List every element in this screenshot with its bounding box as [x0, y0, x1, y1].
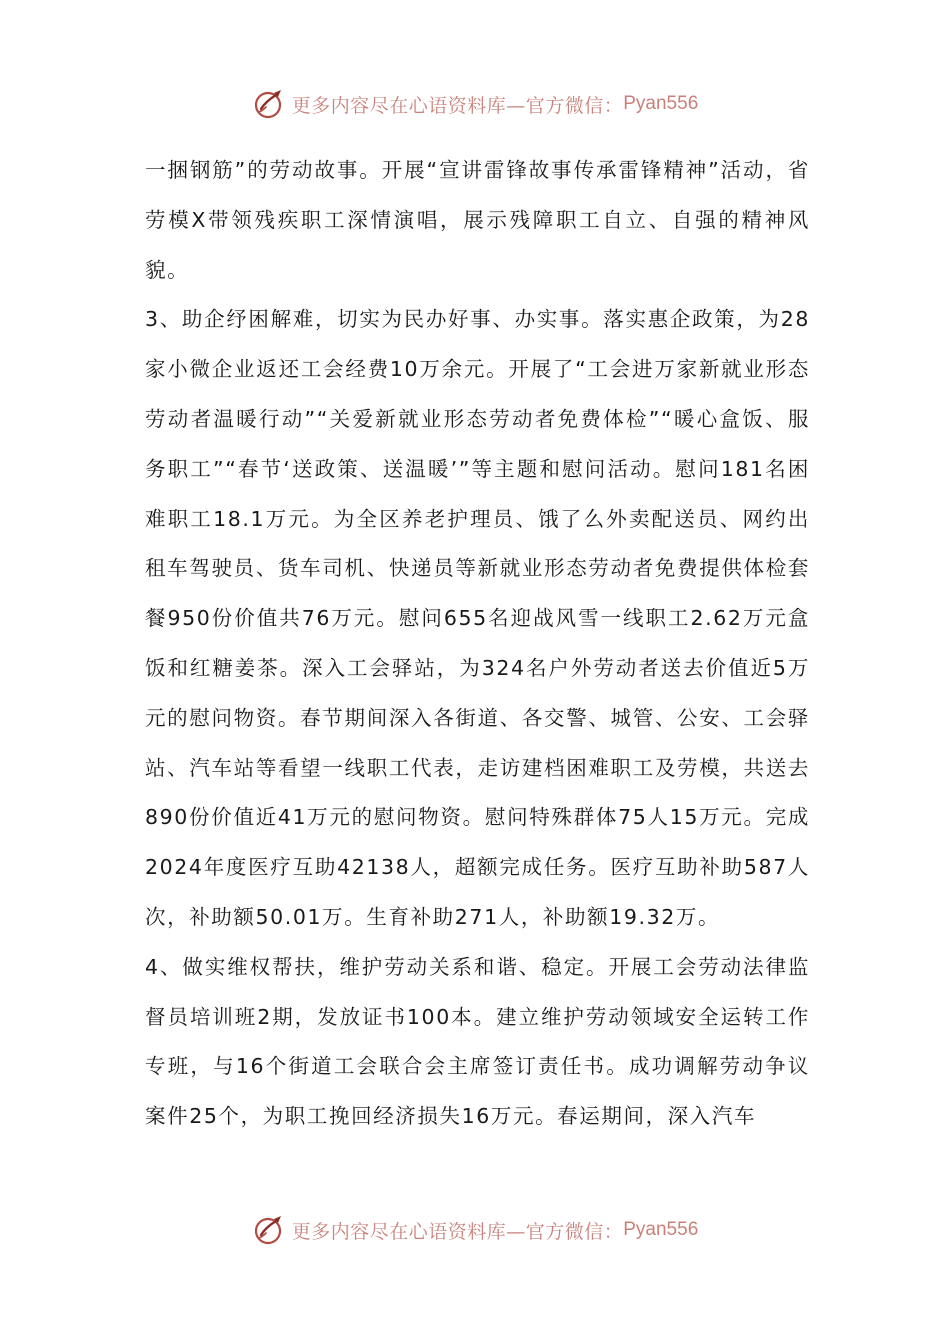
paragraph-section-3: 3、助企纾困解难，切实为民办好事、办实事。落实惠企政策，为28家小微企业返还工会经费10万余元。开展了“工会进万家新就业形态劳动者温暖行动”“关爱新就业形态劳动者免费体检”“暖心盒饭、服务职工”“春节‘送政策、送温暖’”等主题和慰问活动。慰问181名困难职工18.1万元。为全区养老护理员、饿了么外卖配送员、网约出租车驾驶员、货车司机、快递员等新就业形态劳动者免费提供体检套餐950份价值共76万元。慰问655名迎战风雪一线职工2.62万元盒饭和红糖姜茶。深入工会驿站，为324名户外劳动者送去价值近5万元的慰问物资。春节期间深入各街道、各交警、城管、公安、工会驿站、汽车站等看望一线职工代表，走访建档困难职工及劳模，共送去890份价值近41万元的慰问物资。慰问特殊群体75人15万元。完成2024年度医疗互助42138人，超额完成任务。医疗互助补助587人次，补助额50.01万。生育补助271人，补助额19.32万。 — [145, 307, 810, 929]
paragraph-section-4: 4、做实维权帮扶，维护劳动关系和谐、稳定。开展工会劳动法律监督员培训班2期，发放证书100本。建立维护劳动领域安全运转工作专班，与16个街道工会联合会主席签订责任书。成功调解劳动争议案件25个，为职工挽回经济损失16万元。春运期间，深入汽车 — [145, 954, 810, 1129]
pen-logo-icon — [252, 87, 286, 121]
watermark-wechat-id: Pyan556 — [623, 1219, 699, 1240]
paragraph-continuation: 一捆钢筋”的劳动故事。开展“宣讲雷锋故事传承雷锋精神”活动，省劳模X带领残疾职工深情演唱，展示残障职工自立、自强的精神风貌。 — [145, 158, 810, 282]
footer-watermark — [0, 1208, 950, 1252]
watermark-text: 更多内容尽在心语资料库—官方微信： — [291, 1220, 624, 1243]
watermark-wechat-id: Pyan556 — [623, 93, 699, 114]
watermark-text: 更多内容尽在心语资料库—官方微信： — [291, 94, 624, 117]
document-body — [145, 146, 810, 1142]
header-watermark — [0, 82, 950, 126]
pen-logo-icon — [252, 1213, 286, 1247]
